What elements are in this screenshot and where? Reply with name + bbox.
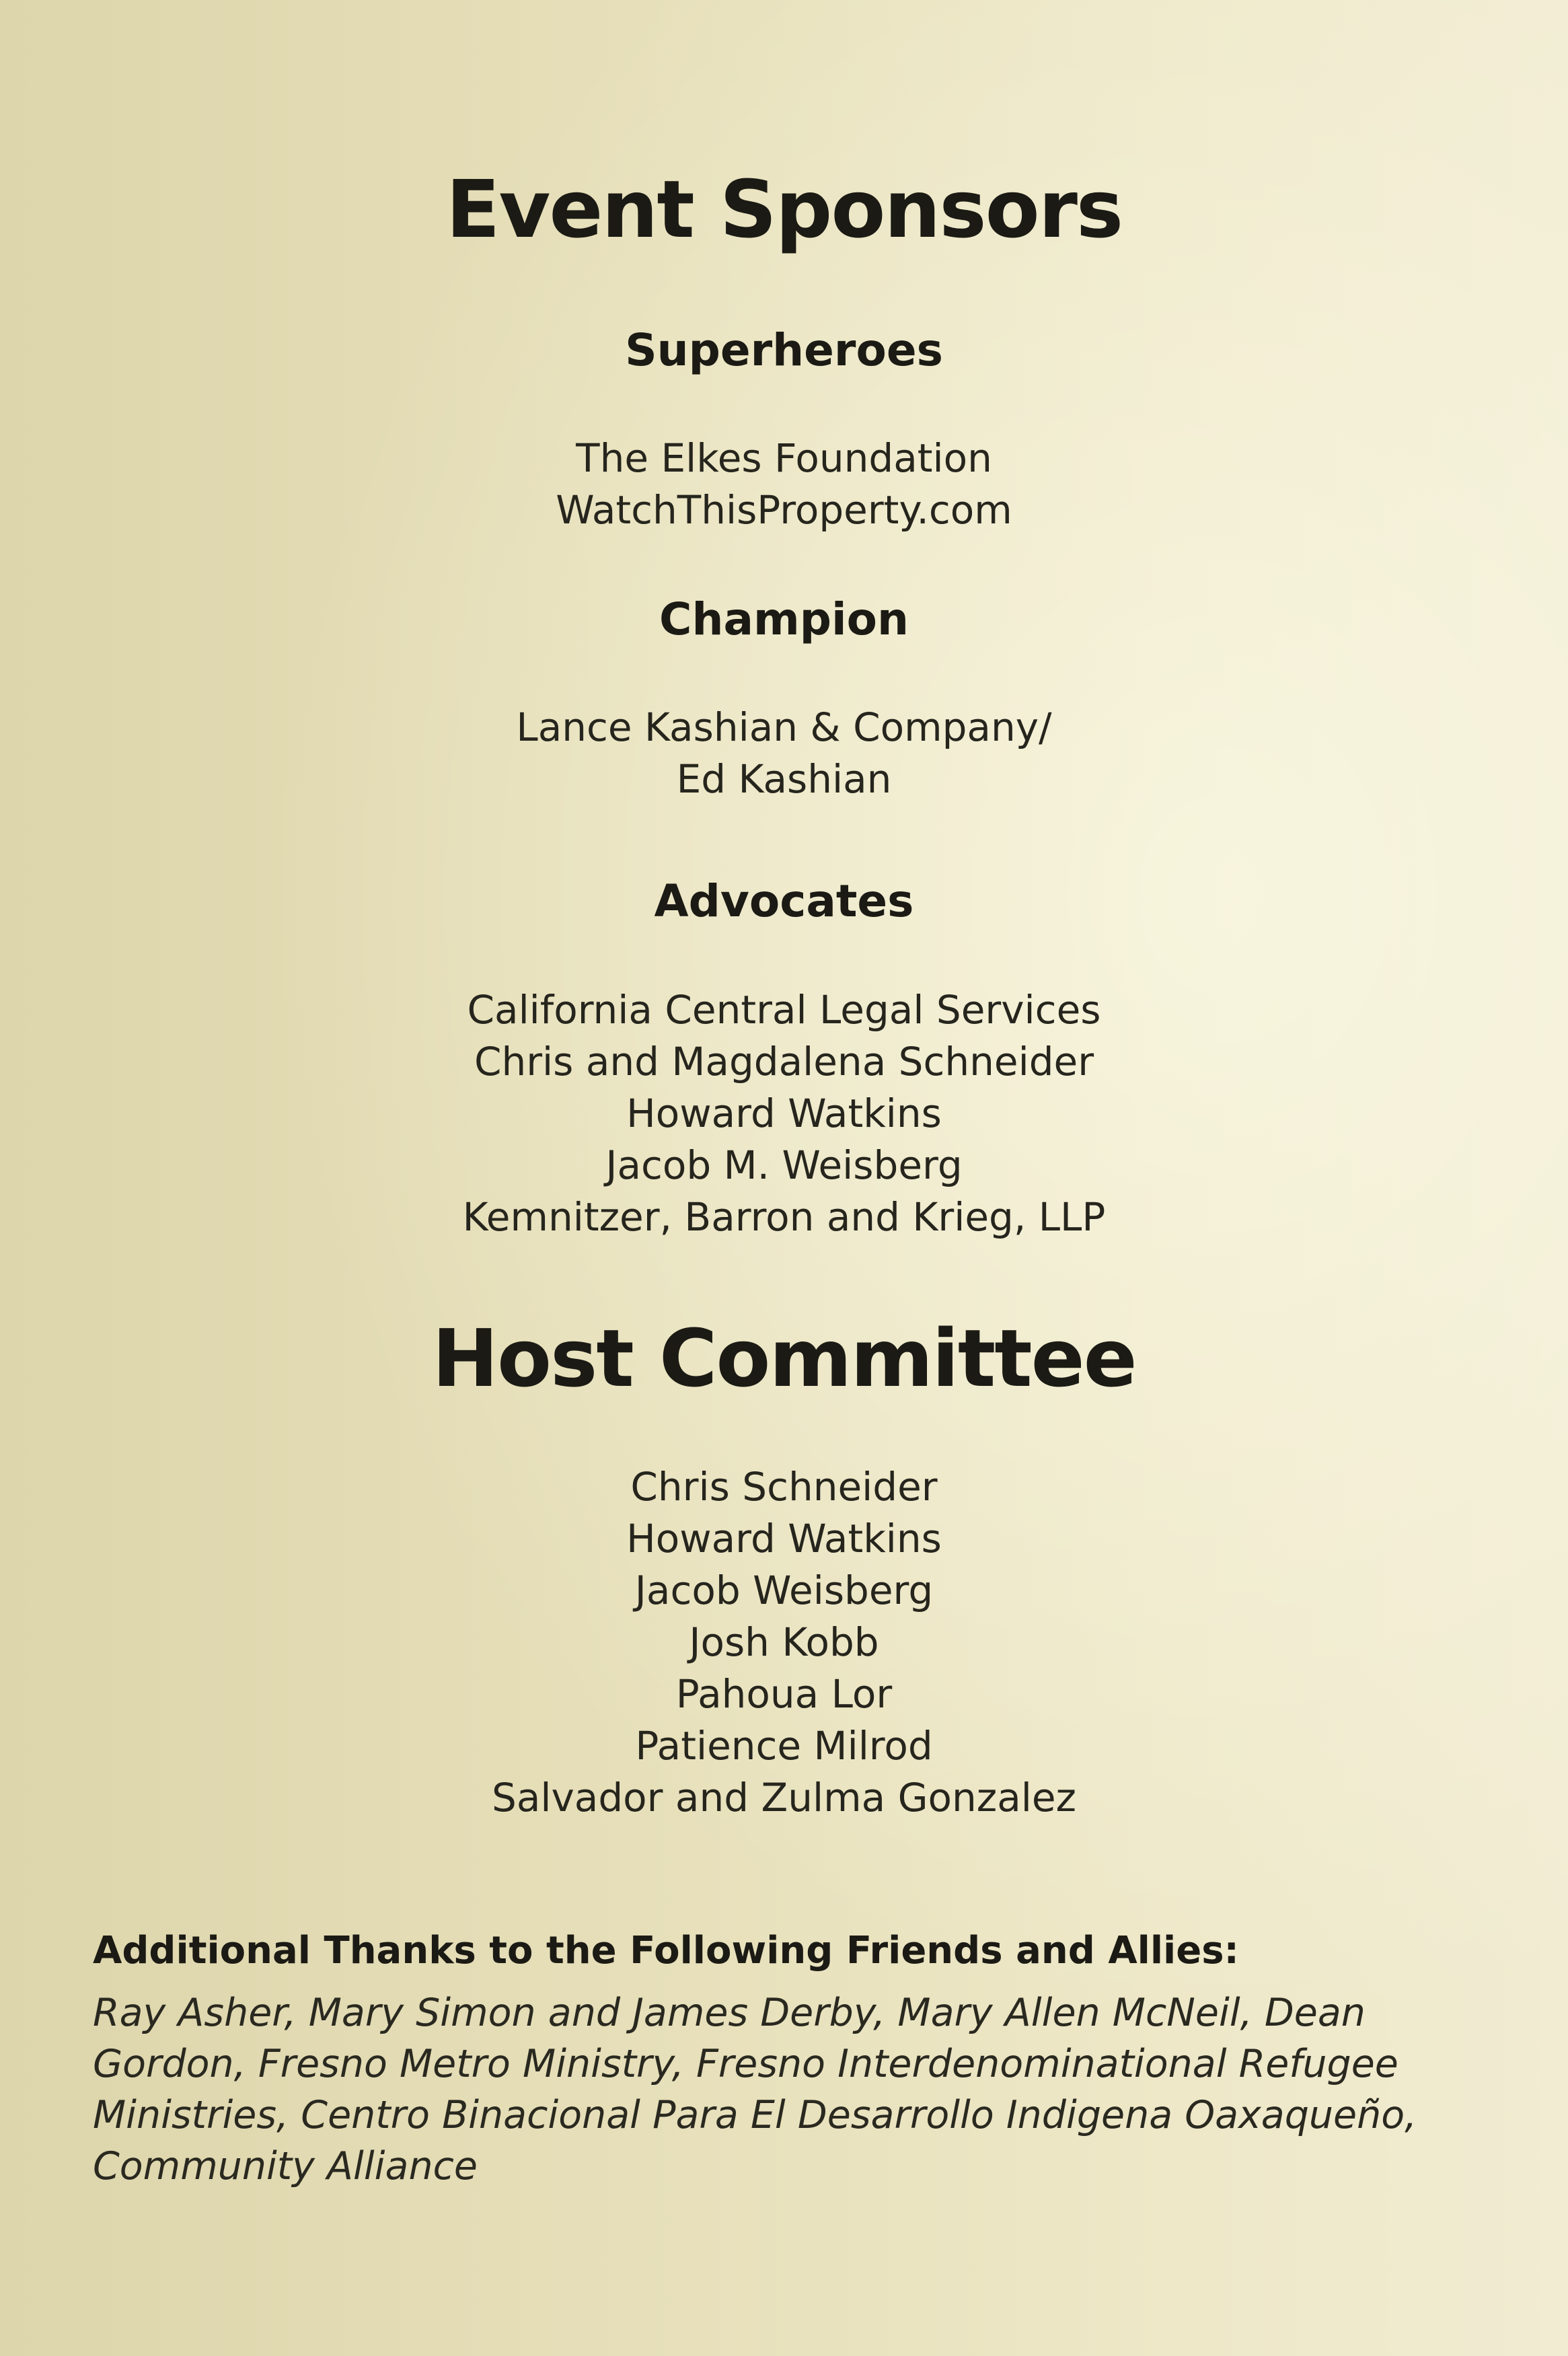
committee-member: Pahoua Lor — [675, 1671, 893, 1717]
tier-champion-title: Champion — [659, 593, 909, 645]
sponsor-name: Jacob M. Weisberg — [605, 1142, 963, 1188]
tier-advocates-list — [0, 984, 1568, 1243]
committee-member: Jacob Weisberg — [634, 1568, 934, 1613]
sponsor-name: Kemnitzer, Barron and Krieg, LLP — [462, 1194, 1106, 1240]
sponsor-name: California Central Legal Services — [467, 987, 1101, 1033]
additional-thanks-text: Ray Asher, Mary Simon and James Derby, Mary Allen McNeil, Dean Gordon, Fresno Metro Ministry, Fresno Interdenominational Refugee Ministries, Centro Binacional Para El Desarrollo Indigena Oaxaqueño, Community Alliance — [93, 1991, 1417, 2188]
host-committee-title: Host Committee — [432, 1312, 1136, 1405]
tier-champion-list — [0, 702, 1568, 805]
sponsor-name: The Elkes Foundation — [576, 435, 992, 481]
committee-member: Patience Milrod — [635, 1723, 933, 1769]
sponsor-name: Ed Kashian — [676, 756, 892, 802]
sponsor-name: WatchThisProperty.com — [556, 487, 1012, 533]
committee-member: Salvador and Zulma Gonzalez — [492, 1775, 1076, 1820]
sponsor-name: Howard Watkins — [626, 1091, 942, 1136]
tier-superheroes-list — [0, 433, 1568, 536]
additional-thanks-title: Additional Thanks to the Following Friends and Allies: — [93, 1929, 1239, 1973]
tier-advocates-title: Advocates — [654, 875, 914, 927]
committee-member: Howard Watkins — [626, 1516, 942, 1561]
host-committee-list — [0, 1461, 1568, 1824]
event-sponsors-title: Event Sponsors — [445, 163, 1123, 256]
committee-member: Chris Schneider — [630, 1464, 938, 1510]
sponsor-name: Chris and Magdalena Schneider — [474, 1039, 1094, 1084]
additional-thanks — [93, 1929, 1492, 2192]
committee-member: Josh Kobb — [689, 1619, 879, 1665]
sponsor-name: Lance Kashian & Company/ — [516, 704, 1052, 750]
tier-superheroes-title: Superheroes — [625, 324, 943, 376]
